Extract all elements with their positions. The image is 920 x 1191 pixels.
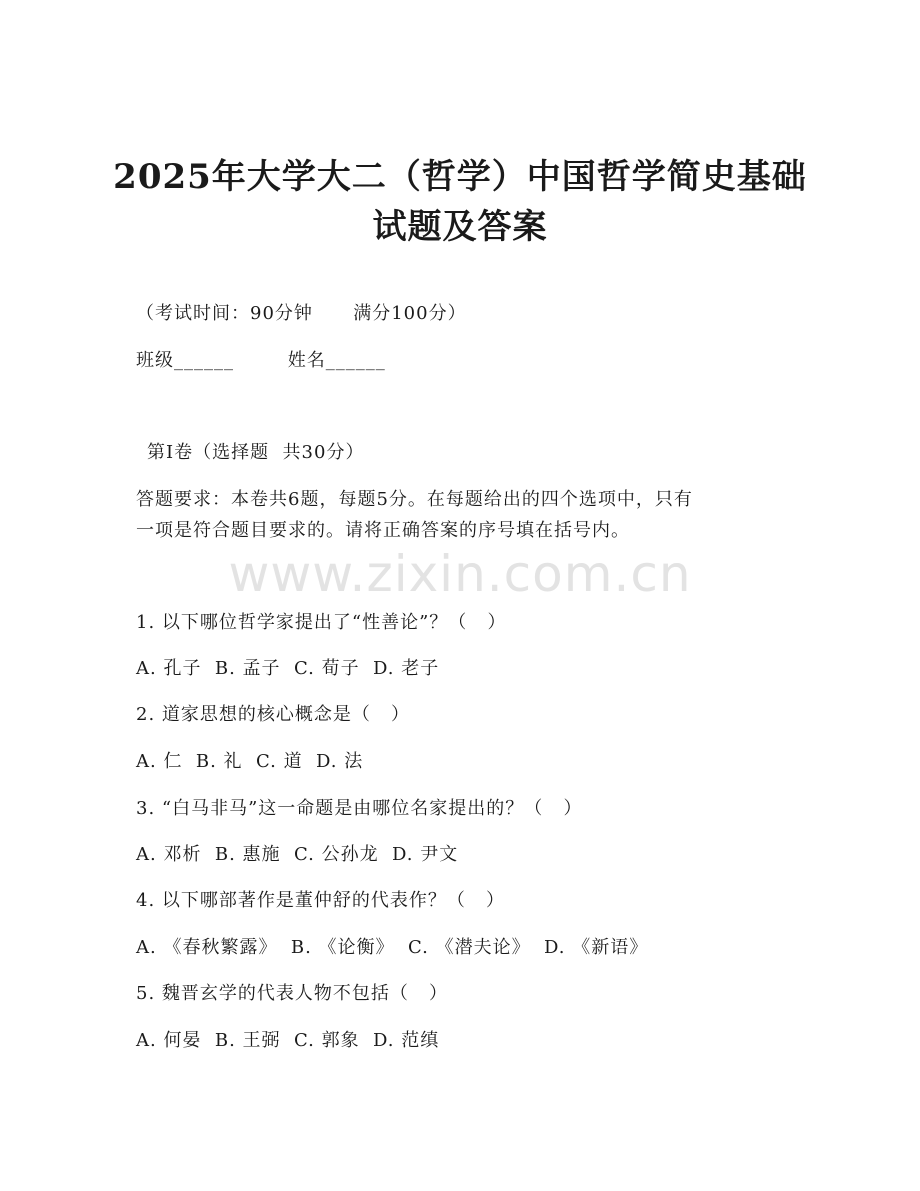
question-5-stem: 5. 魏晋玄学的代表人物不包括（ ） (136, 983, 449, 1004)
watermark: www.zixin.com.cn (228, 545, 692, 603)
question-5-options: A. 何晏 B. 王弼 C. 郭象 D. 范缜 (136, 1030, 440, 1051)
exam-info: （考试时间：90分钟 满分100分） (136, 303, 467, 324)
question-1-stem: 1. 以下哪位哲学家提出了“性善论”？（ ） (136, 612, 507, 633)
exam-title-line-1: 2025年大学大二（哲学）中国哲学简史基础 (113, 157, 807, 197)
class-name-fields: 班级______ 姓名______ (136, 350, 386, 371)
question-1-options: A. 孔子 B. 孟子 C. 荀子 D. 老子 (136, 658, 440, 679)
question-3-options: A. 邓析 B. 惠施 C. 公孙龙 D. 尹文 (136, 844, 459, 865)
exam-title-line-2: 试题及答案 (372, 207, 548, 247)
section-heading: 第I卷（选择题 共30分） (147, 442, 365, 463)
question-4-stem: 4. 以下哪部著作是董仲舒的代表作？（ ） (136, 890, 506, 911)
requirement-line-1: 答题要求：本卷共6题，每题5分。在每题给出的四个选项中，只有 (136, 489, 693, 510)
question-3-stem: 3. “白马非马”这一命题是由哪位名家提出的？（ ） (136, 798, 583, 819)
requirement-line-2: 一项是符合题目要求的。请将正确答案的序号填在括号内。 (136, 520, 630, 541)
question-4-options: A. 《春秋繁露》 B. 《论衡》 C. 《潜夫论》 D. 《新语》 (136, 937, 649, 958)
question-2-stem: 2. 道家思想的核心概念是（ ） (136, 704, 411, 725)
question-2-options: A. 仁 B. 礼 C. 道 D. 法 (136, 751, 364, 772)
